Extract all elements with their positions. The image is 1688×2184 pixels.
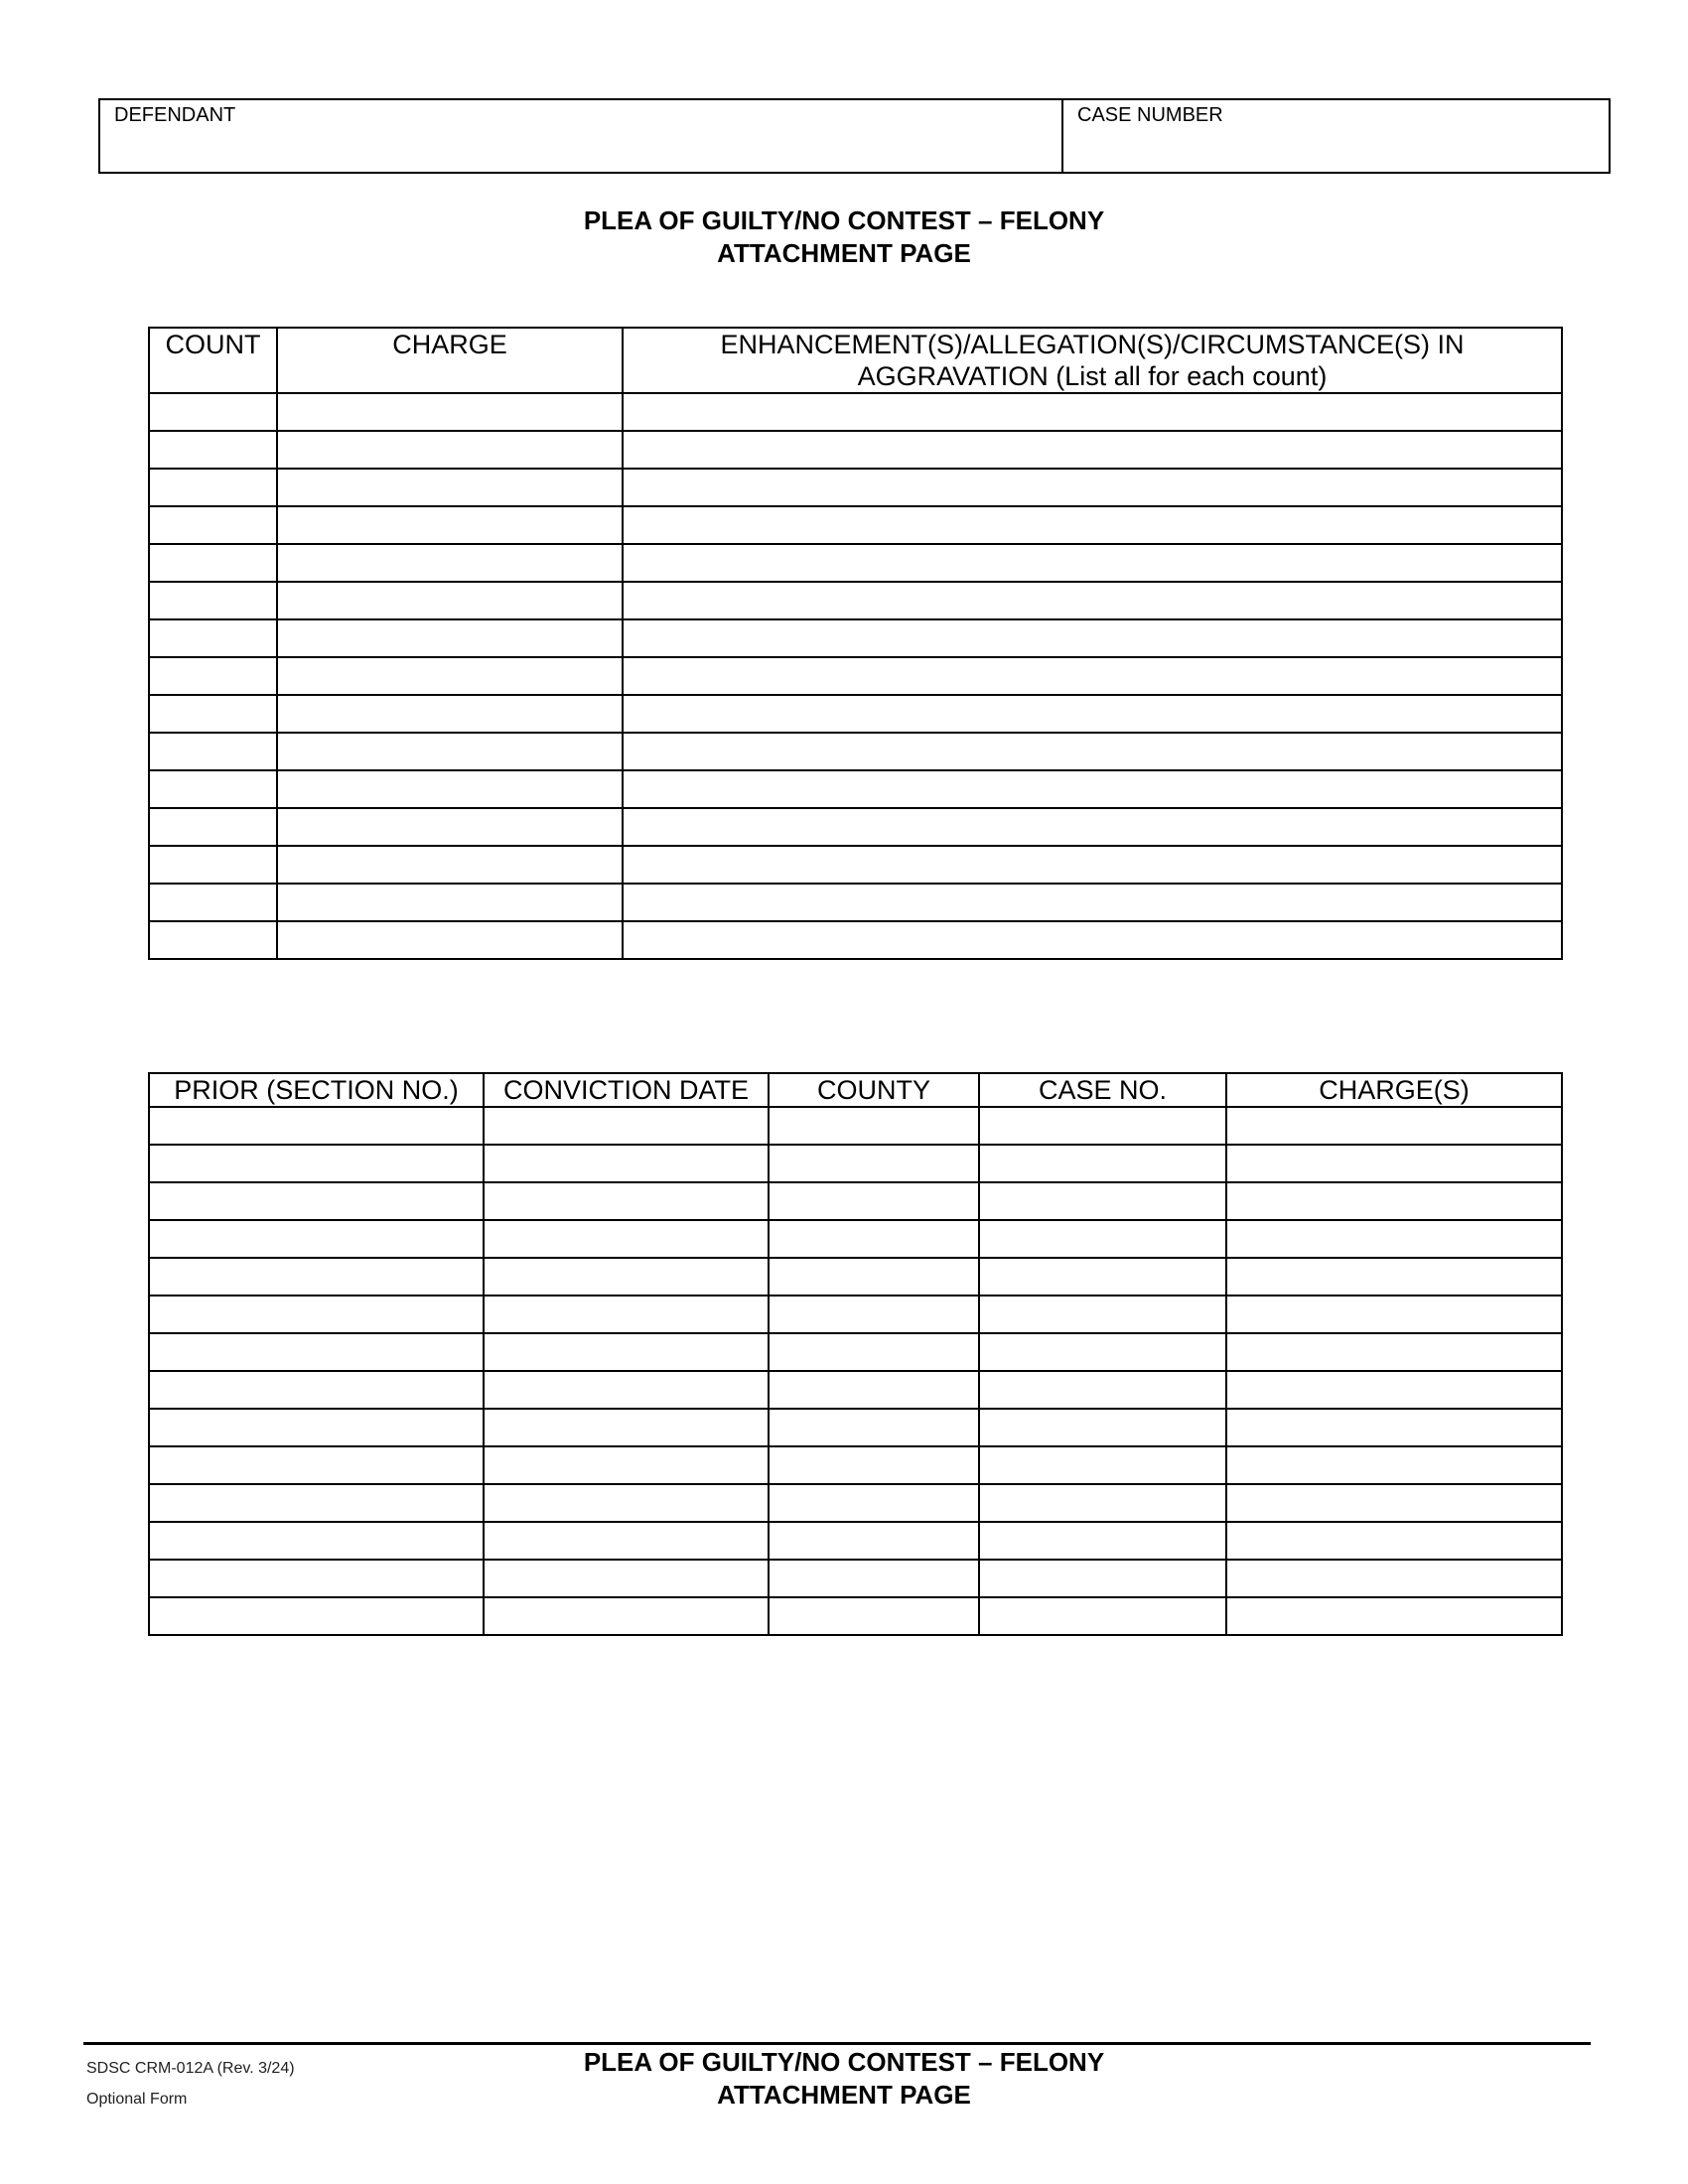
table-row <box>149 1107 1562 1145</box>
table-cell[interactable] <box>149 1371 484 1409</box>
table-cell[interactable] <box>979 1220 1226 1258</box>
table-cell[interactable] <box>979 1560 1226 1597</box>
table-cell[interactable] <box>149 770 277 808</box>
table-row <box>149 544 1562 582</box>
table-cell[interactable] <box>277 846 623 884</box>
table-cell[interactable] <box>277 770 623 808</box>
charge-column-header: CHARGE <box>277 328 623 393</box>
table-cell[interactable] <box>149 1107 484 1145</box>
counts-table <box>148 327 1563 960</box>
table-cell[interactable] <box>149 1597 484 1635</box>
table-cell[interactable] <box>623 544 1562 582</box>
counts-header-row <box>149 328 1562 393</box>
table-cell[interactable] <box>769 1446 979 1484</box>
table-cell[interactable] <box>149 393 277 431</box>
table-cell[interactable] <box>484 1597 769 1635</box>
table-cell[interactable] <box>149 1446 484 1484</box>
footer-title-line2: ATTACHMENT PAGE <box>717 2080 971 2110</box>
table-cell[interactable] <box>1226 1258 1562 1296</box>
case-no-column-header: CASE NO. <box>979 1073 1226 1107</box>
table-cell[interactable] <box>979 1446 1226 1484</box>
table-row <box>149 808 1562 846</box>
table-cell[interactable] <box>979 1409 1226 1446</box>
table-row <box>149 1446 1562 1484</box>
table-cell[interactable] <box>1226 1107 1562 1145</box>
table-cell[interactable] <box>277 431 623 469</box>
table-cell[interactable] <box>623 431 1562 469</box>
table-cell[interactable] <box>149 544 277 582</box>
table-cell[interactable] <box>979 1597 1226 1635</box>
table-cell[interactable] <box>769 1258 979 1296</box>
conviction-date-column-header: CONVICTION DATE <box>484 1073 769 1107</box>
table-row <box>149 1484 1562 1522</box>
charges-column-header: CHARGE(S) <box>1226 1073 1562 1107</box>
table-cell[interactable] <box>484 1522 769 1560</box>
footer-divider <box>83 2042 1591 2045</box>
table-cell[interactable] <box>277 657 623 695</box>
table-cell[interactable] <box>149 846 277 884</box>
priors-table <box>148 1072 1563 1636</box>
table-cell[interactable] <box>277 733 623 770</box>
table-cell[interactable] <box>769 1182 979 1220</box>
table-cell[interactable] <box>769 1409 979 1446</box>
prior-section-column-header: PRIOR (SECTION NO.) <box>149 1073 484 1107</box>
table-row <box>149 1182 1562 1220</box>
table-cell[interactable] <box>277 469 623 506</box>
table-cell[interactable] <box>149 695 277 733</box>
table-cell[interactable] <box>484 1484 769 1522</box>
defendant-label: DEFENDANT <box>114 104 236 126</box>
table-cell[interactable] <box>1226 1446 1562 1484</box>
table-cell[interactable] <box>149 1333 484 1371</box>
table-cell[interactable] <box>1226 1182 1562 1220</box>
table-row <box>149 619 1562 657</box>
table-cell[interactable] <box>769 1220 979 1258</box>
defendant-field[interactable] <box>100 100 1063 172</box>
table-cell[interactable] <box>623 884 1562 921</box>
table-cell[interactable] <box>149 506 277 544</box>
table-cell[interactable] <box>1226 1371 1562 1409</box>
table-cell[interactable] <box>1226 1484 1562 1522</box>
case-number-label: CASE NUMBER <box>1077 104 1223 126</box>
table-row <box>149 770 1562 808</box>
table-cell[interactable] <box>484 1560 769 1597</box>
table-cell[interactable] <box>484 1182 769 1220</box>
table-cell[interactable] <box>149 1409 484 1446</box>
table-cell[interactable] <box>979 1145 1226 1182</box>
table-cell[interactable] <box>484 1371 769 1409</box>
table-cell[interactable] <box>979 1484 1226 1522</box>
table-cell[interactable] <box>769 1107 979 1145</box>
table-cell[interactable] <box>149 1145 484 1182</box>
table-cell[interactable] <box>623 657 1562 695</box>
table-cell[interactable] <box>769 1333 979 1371</box>
table-cell[interactable] <box>1226 1220 1562 1258</box>
table-cell[interactable] <box>484 1258 769 1296</box>
table-cell[interactable] <box>623 393 1562 431</box>
table-cell[interactable] <box>149 657 277 695</box>
table-cell[interactable] <box>149 469 277 506</box>
table-cell[interactable] <box>149 582 277 619</box>
table-cell[interactable] <box>149 808 277 846</box>
table-row <box>149 1220 1562 1258</box>
header-box <box>98 98 1611 174</box>
table-cell[interactable] <box>277 582 623 619</box>
table-cell[interactable] <box>149 1522 484 1560</box>
table-cell[interactable] <box>623 582 1562 619</box>
table-row <box>149 884 1562 921</box>
table-row <box>149 1333 1562 1371</box>
table-cell[interactable] <box>1226 1560 1562 1597</box>
table-cell[interactable] <box>149 1560 484 1597</box>
table-row <box>149 733 1562 770</box>
table-row <box>149 1371 1562 1409</box>
table-row <box>149 469 1562 506</box>
table-cell[interactable] <box>623 846 1562 884</box>
table-row <box>149 506 1562 544</box>
table-cell[interactable] <box>149 921 277 959</box>
table-cell[interactable] <box>484 1446 769 1484</box>
table-cell[interactable] <box>623 921 1562 959</box>
table-cell[interactable] <box>149 431 277 469</box>
table-cell[interactable] <box>1226 1296 1562 1333</box>
table-cell[interactable] <box>769 1597 979 1635</box>
table-cell[interactable] <box>149 1296 484 1333</box>
table-cell[interactable] <box>277 544 623 582</box>
table-cell[interactable] <box>149 884 277 921</box>
table-cell[interactable] <box>769 1371 979 1409</box>
table-cell[interactable] <box>623 770 1562 808</box>
table-cell[interactable] <box>979 1296 1226 1333</box>
table-cell[interactable] <box>484 1296 769 1333</box>
table-row <box>149 1522 1562 1560</box>
table-cell[interactable] <box>149 1484 484 1522</box>
footer-title-line1: PLEA OF GUILTY/NO CONTEST – FELONY <box>583 2047 1105 2077</box>
table-cell[interactable] <box>769 1296 979 1333</box>
page-title-line2: ATTACHMENT PAGE <box>717 238 971 268</box>
table-cell[interactable] <box>623 733 1562 770</box>
table-row <box>149 657 1562 695</box>
table-cell[interactable] <box>277 695 623 733</box>
table-cell[interactable] <box>623 619 1562 657</box>
table-row <box>149 695 1562 733</box>
table-cell[interactable] <box>1226 1409 1562 1446</box>
table-cell[interactable] <box>277 506 623 544</box>
table-cell[interactable] <box>277 619 623 657</box>
table-row <box>149 1145 1562 1182</box>
footer-title <box>0 2046 1688 2112</box>
table-cell[interactable] <box>149 619 277 657</box>
form-code: SDSC CRM-012A (Rev. 3/24) <box>86 2060 295 2077</box>
table-row <box>149 1296 1562 1333</box>
enhancement-column-header: ENHANCEMENT(S)/ALLEGATION(S)/CIRCUMSTANCE(S) IN AGGRAVATION (List all for each count) <box>623 328 1562 393</box>
table-cell[interactable] <box>149 1258 484 1296</box>
table-cell[interactable] <box>1226 1333 1562 1371</box>
table-row <box>149 393 1562 431</box>
table-cell[interactable] <box>277 921 623 959</box>
table-row <box>149 1560 1562 1597</box>
table-cell[interactable] <box>149 1182 484 1220</box>
table-cell[interactable] <box>484 1107 769 1145</box>
table-row <box>149 1258 1562 1296</box>
table-cell[interactable] <box>277 393 623 431</box>
optional-form-label: Optional Form <box>86 2091 188 2108</box>
table-cell[interactable] <box>1226 1597 1562 1635</box>
table-cell[interactable] <box>1226 1522 1562 1560</box>
table-cell[interactable] <box>979 1107 1226 1145</box>
count-column-header: COUNT <box>149 328 277 393</box>
table-cell[interactable] <box>979 1371 1226 1409</box>
table-cell[interactable] <box>277 808 623 846</box>
table-cell[interactable] <box>484 1333 769 1371</box>
table-cell[interactable] <box>484 1409 769 1446</box>
table-cell[interactable] <box>484 1220 769 1258</box>
table-cell[interactable] <box>769 1522 979 1560</box>
table-row <box>149 846 1562 884</box>
table-cell[interactable] <box>277 884 623 921</box>
table-cell[interactable] <box>623 506 1562 544</box>
table-cell[interactable] <box>979 1182 1226 1220</box>
table-cell[interactable] <box>484 1145 769 1182</box>
table-cell[interactable] <box>149 1220 484 1258</box>
table-cell[interactable] <box>623 808 1562 846</box>
table-cell[interactable] <box>769 1484 979 1522</box>
table-cell[interactable] <box>1226 1145 1562 1182</box>
table-cell[interactable] <box>979 1333 1226 1371</box>
county-column-header: COUNTY <box>769 1073 979 1107</box>
table-row <box>149 431 1562 469</box>
table-cell[interactable] <box>769 1560 979 1597</box>
priors-header-row <box>149 1073 1562 1107</box>
case-number-field[interactable] <box>1063 100 1609 172</box>
table-cell[interactable] <box>769 1145 979 1182</box>
table-cell[interactable] <box>979 1522 1226 1560</box>
table-cell[interactable] <box>623 695 1562 733</box>
table-row <box>149 921 1562 959</box>
page-title <box>0 205 1688 270</box>
table-row <box>149 582 1562 619</box>
table-cell[interactable] <box>979 1258 1226 1296</box>
table-cell[interactable] <box>149 733 277 770</box>
table-row <box>149 1409 1562 1446</box>
table-row <box>149 1597 1562 1635</box>
table-cell[interactable] <box>623 469 1562 506</box>
page-title-line1: PLEA OF GUILTY/NO CONTEST – FELONY <box>583 205 1105 235</box>
